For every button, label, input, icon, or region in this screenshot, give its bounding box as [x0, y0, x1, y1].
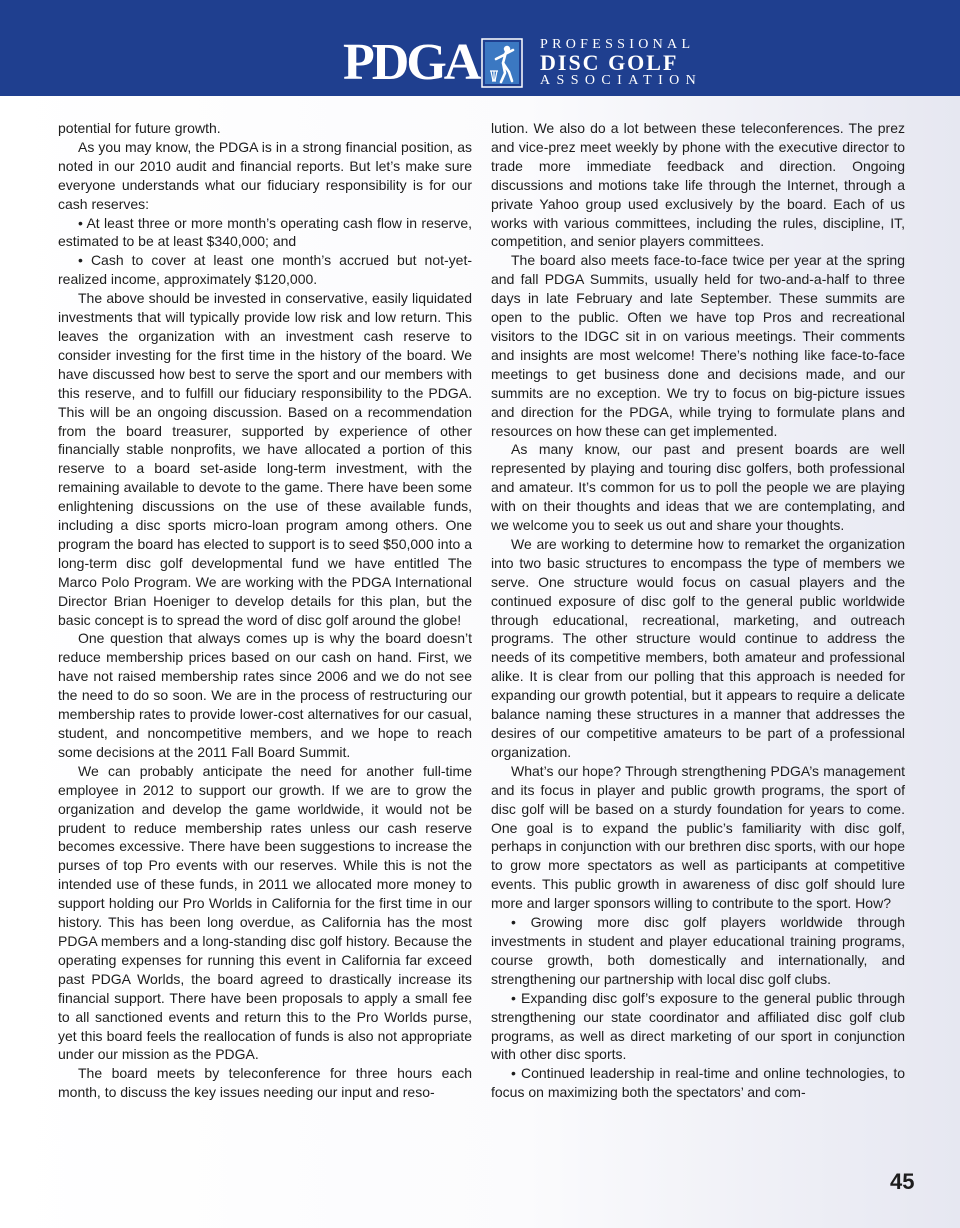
disc-golf-player-icon — [481, 38, 523, 88]
paragraph: As you may know, the PDGA is in a strong financial position, as noted in our 2010 audit and financial reports. But let’s make sure everyone understands what our fiduciary responsibility is for our cash reserves: — [58, 138, 472, 212]
pdga-logo — [343, 36, 703, 92]
right-text-column — [491, 119, 905, 1102]
header-banner — [0, 0, 960, 96]
paragraph: lution. We also do a lot between these teleconferences. The prez and vice-prez meet weekly by phone with the executive director to trade more immediate feedback and direction. Ongoing discussions and motions take life through the Internet, through a private Yahoo group used exclusively by the board. Each of us works with various committees, including the rules, discipline, IT, competition, and senior players committees. — [491, 120, 905, 250]
bullet-paragraph: • Growing more disc golf players worldwide through investments in student and player educational training programs, course growth, both domestically and internationally, and strengthening our partnership with local disc golf clubs. — [491, 914, 905, 987]
paragraph: We are working to determine how to remarket the organization into two basic structures to encompass the type of members we serve. One structure would focus on casual players and the continued exposure of disc golf to the general public worldwide through educational, recreational, marketing, and outreach programs. The other structure would continue to address the needs of its competitive members, both amateur and professional alike. It is clear from our polling that this approach is needed for expanding our growth potential, but it appears to require a delicate balance naming these structures in a manner that addresses the desires of our competitive amateurs to be part of a professional organization. — [491, 535, 905, 760]
paragraph: What’s our hope? Through strengthening PDGA’s management and its focus in player and public growth programs, the sport of disc golf will be based on a sturdy foundation for years to come. One goal is to expand the public’s familiarity with disc golf, perhaps in conjunction with our brethren disc sports, with our hope to grow more spectators as well as participants at competitive events. This public growth in awareness of disc golf should lure more and larger sponsors willing to contribute to the sport. How? — [491, 762, 905, 912]
paragraph: One question that always comes up is why the board doesn’t reduce membership prices based on our cash on hand. First, we have not raised membership rates since 2006 and we do not see the need to do so soon. We are in the process of restructuring our membership rates to provide lower-cost alternatives for our casual, student, and noncompetitive members, and we hope to reach some decisions at the 2011 Fall Board Summit. — [58, 630, 472, 760]
logo-line-professional: PROFESSIONAL — [540, 37, 695, 52]
logo-wordmark: PDGA — [343, 34, 479, 91]
paragraph: We can probably anticipate the need for another full-time employee in 2012 to support our growth. If we are to grow the organization and develop the game worldwide, it would not be prudent to reduce membership rates unless our cash reserve becomes excessive. There have been suggestions to increase the purses of top Pro events with our reserves. While this is not the intended use of these funds, in 2011 we allocated more money to support holding our Pro Worlds in California for the first time in our history. This has been long overdue, as California has the most PDGA members and a long-standing disc golf history. Because the operating expenses for running this event in California far exceed past PDGA Worlds, the board agreed to drastically increase its financial support. There have been proposals to apply a small fee to all sanctioned events and return this to the Pro Worlds purse, yet this board feels the reallocation of funds is also not appropriate under our mission as the PDGA. — [58, 762, 472, 1063]
bullet-paragraph: • Continued leadership in real-time and online technologies, to focus on maximizing both the spectators’ and com- — [491, 1065, 905, 1101]
paragraph: The board also meets face-to-face twice per year at the spring and fall PDGA Summits, usually held for two-and-a-half to three days in late February and late September. These summits are open to the public. Often we have top Pros and recreational visitors to the IDGC sit in on various meetings. Their comments and insights are most welcome! There’s nothing like face-to-face meetings to get business done and decisions made, and our summits are no exception. We try to focus on big-picture issues and direction for the PDGA, while trying to formulate plans and resources on how these can get implemented. — [491, 252, 905, 439]
paragraph: potential for future growth. — [58, 120, 221, 136]
paragraph: As many know, our past and present boards are well represented by playing and touring disc golfers, both professional and amateur. It’s common for us to poll the people we are playing with on their thoughts and ideas that we are contemplating, and we welcome you to seek us out and share your thoughts. — [491, 441, 905, 534]
paragraph: The above should be invested in conservative, easily liquidated investments that will typically provide low risk and low return. This leaves the organization with an investment cash reserve to consider investing for the first time in the history of the board. We have discussed how best to serve the sport and our members with this reserve, and to fulfill our fiduciary responsibility to the PDGA. This will be an ongoing discussion. Based on a recommendation from the board treasurer, supported by experience of other financially stable nonprofits, we have allocated a portion of this reserve to a board set-aside long-term investment, with the remaining available to devote to the game. There have been some enlightening discussions on the use of these available funds, including a disc sports micro-loan program among others. One program the board has elected to support is to seed $50,000 into a long-term disc golf developmental fund we have entitled The Marco Polo Program. We are working with the PDGA International Director Brian Hoeniger to develop details for this plan, but the basic concept is to spread the word of disc golf around the globe! — [58, 290, 472, 628]
page-number: 45 — [890, 1169, 915, 1194]
bullet-paragraph: • At least three or more month’s operating cash flow in reserve, estimated to be at least $340,000; and — [58, 214, 472, 250]
paragraph: The board meets by teleconference for three hours each month, to discuss the key issues needing our input and reso- — [58, 1065, 472, 1101]
bullet-paragraph: • Expanding disc golf’s exposure to the general public through strengthening our state coordinator and affiliated disc golf club programs, as well as direct marketing of our sport in conjunction with other disc sports. — [491, 989, 905, 1063]
logo-line-association: ASSOCIATION — [540, 73, 703, 88]
logo-line-disc-golf: DISC GOLF — [540, 50, 679, 75]
bullet-paragraph: • Cash to cover at least one month’s accrued but not-yet-realized income, approximately $120,000. — [58, 252, 472, 288]
left-text-column — [58, 119, 472, 1102]
